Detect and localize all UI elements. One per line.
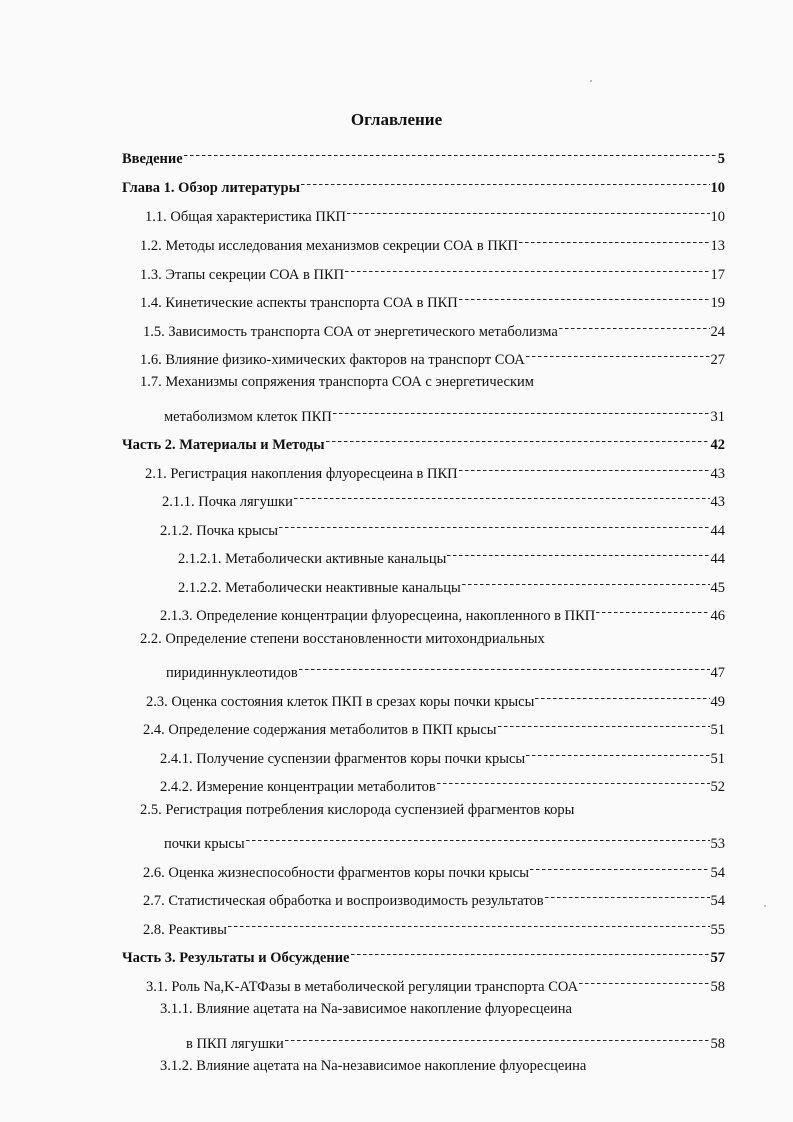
toc-entry-2-1[interactable]: 2.1. Регистрация накопления флуоресцеина в ПКП 43 — [145, 458, 725, 478]
leader-dots — [447, 543, 709, 563]
toc-entry-introduction[interactable]: Введение 5 — [122, 143, 725, 163]
toc-entry-2-1-1[interactable]: 2.1.1. Почка лягушки 43 — [162, 486, 725, 506]
leader-dots — [347, 201, 710, 221]
toc-entry-part-2[interactable]: Часть 2. Материалы и Методы 42 — [122, 429, 725, 449]
toc-entry-1-2[interactable]: 1.2. Методы исследования механизмов секреции СОА в ПКП 13 — [140, 230, 725, 250]
leader-dots — [579, 971, 709, 991]
leader-dots — [279, 515, 710, 535]
leader-dots — [519, 230, 709, 250]
toc-entry-2-7[interactable]: 2.7. Статистическая обработка и воспроизводимость результатов 54 — [143, 885, 725, 905]
leader-dots — [345, 259, 709, 279]
toc-entry-3-1-1-continued[interactable]: в ПКП лягушки 58 — [186, 1028, 725, 1048]
toc-entry-2-1-3[interactable]: 2.1.3. Определение концентрации флуоресцеина, накопленного в ПКП 46 — [160, 600, 725, 620]
toc-entry-3-1-1[interactable]: 3.1.1. Влияние ацетата на Na-зависимое накопление флуоресцеина — [160, 1001, 572, 1017]
scan-speck — [764, 905, 766, 907]
toc-entry-2-2[interactable]: 2.2. Определение степени восстановленности митохондриальных — [140, 631, 545, 647]
leader-dots — [530, 857, 710, 877]
leader-dots — [184, 143, 717, 163]
toc-entry-1-7[interactable]: 1.7. Механизмы сопряжения транспорта СОА с энергетическим — [140, 374, 534, 390]
toc-entry-2-4[interactable]: 2.4. Определение содержания метаболитов в ПКП крысы 51 — [143, 714, 725, 734]
leader-dots — [559, 316, 710, 336]
toc-entry-3-1-2[interactable]: 3.1.2. Влияние ацетата на Na-независимое накопление флуоресцеина — [160, 1058, 587, 1074]
toc-entry-2-5-continued[interactable]: почки крысы 53 — [164, 828, 725, 848]
toc-entry-part-3[interactable]: Часть 3. Результаты и Обсуждение 57 — [122, 942, 725, 962]
leader-dots — [498, 714, 710, 734]
leader-dots — [462, 572, 710, 592]
toc-entry-1-4[interactable]: 1.4. Кинетические аспекты транспорта СОА в ПКП 19 — [140, 287, 725, 307]
leader-dots — [526, 344, 710, 364]
leader-dots — [326, 429, 710, 449]
leader-dots — [246, 828, 710, 848]
toc-entry-1-6[interactable]: 1.6. Влияние физико-химических факторов на транспорт СОА 27 — [140, 344, 725, 364]
leader-dots — [459, 287, 710, 307]
scan-speck — [590, 80, 592, 82]
toc-entry-2-8[interactable]: 2.8. Реактивы 55 — [143, 914, 725, 934]
toc-entry-1-1[interactable]: 1.1. Общая характеристика ПКП 10 — [145, 201, 725, 221]
toc-entry-2-1-2-2[interactable]: 2.1.2.2. Метаболически неактивные канальцы 45 — [178, 572, 725, 592]
toc-entry-2-4-1[interactable]: 2.4.1. Получение суспензии фрагментов коры почки крысы 51 — [160, 743, 725, 763]
leader-dots — [535, 686, 709, 706]
toc-entry-2-3[interactable]: 2.3. Оценка состояния клеток ПКП в срезах коры почки крысы 49 — [146, 686, 725, 706]
toc-entry-2-2-continued[interactable]: пиридиннуклеотидов 47 — [166, 657, 725, 677]
leader-dots — [285, 1028, 710, 1048]
leader-dots — [526, 743, 709, 763]
toc-entry-1-7-continued[interactable]: метаболизмом клеток ПКП 31 — [164, 401, 725, 421]
toc-entry-2-1-2-1[interactable]: 2.1.2.1. Метаболически активные канальцы 44 — [178, 543, 725, 563]
leader-dots — [301, 172, 710, 192]
leader-dots — [545, 885, 710, 905]
leader-dots — [228, 914, 710, 934]
toc-entry-2-1-2[interactable]: 2.1.2. Почка крысы 44 — [160, 515, 725, 535]
leader-dots — [437, 771, 710, 791]
leader-dots — [294, 486, 710, 506]
leader-dots — [351, 942, 710, 962]
toc-entry-2-6[interactable]: 2.6. Оценка жизнеспособности фрагментов коры почки крысы 54 — [143, 857, 725, 877]
toc-title: Оглавление — [350, 110, 443, 129]
leader-dots — [459, 458, 710, 478]
leader-dots — [299, 657, 710, 677]
toc-entry-2-5[interactable]: 2.5. Регистрация потребления кислорода суспензией фрагментов коры — [140, 802, 575, 818]
toc-entry-1-5[interactable]: 1.5. Зависимость транспорта СОА от энергетического метаболизма 24 — [143, 316, 725, 336]
leader-dots — [333, 401, 710, 421]
leader-dots — [596, 600, 709, 620]
toc-entry-2-4-2[interactable]: 2.4.2. Измерение концентрации метаболитов 52 — [160, 771, 725, 791]
toc-entry-3-1[interactable]: 3.1. Роль Na,K-АТФазы в метаболической регуляции транспорта СОА 58 — [146, 971, 725, 991]
toc-entry-1-3[interactable]: 1.3. Этапы секреции СОА в ПКП 17 — [140, 259, 725, 279]
toc-entry-chapter-1[interactable]: Глава 1. Обзор литературы 10 — [122, 172, 725, 192]
